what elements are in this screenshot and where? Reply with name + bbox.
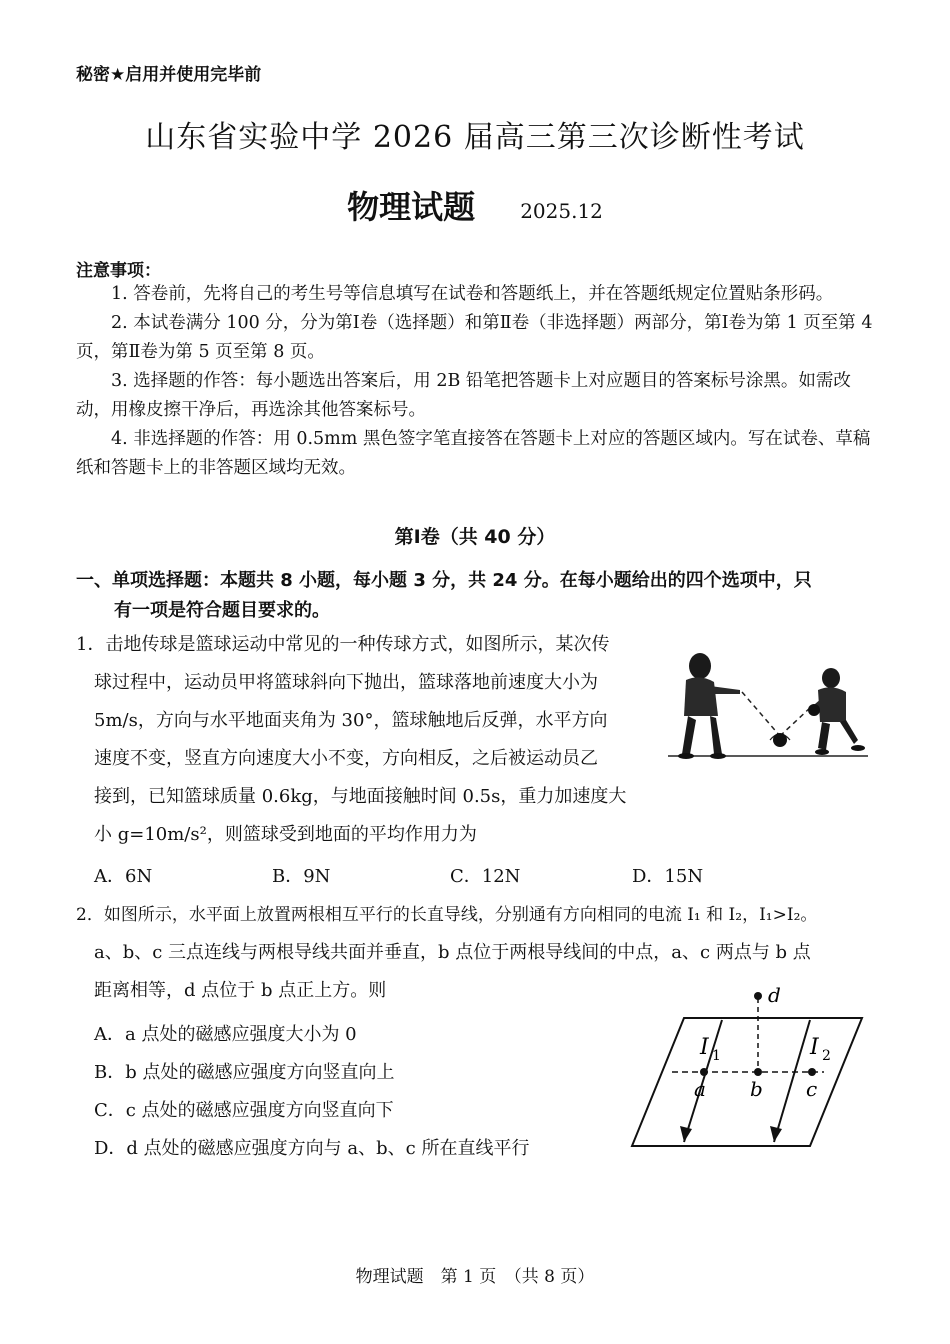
q2-option-b: B．b 点处的磁感应强度方向竖直向上 [94, 1062, 395, 1083]
trajectory-down [742, 692, 780, 736]
point-a [700, 1068, 708, 1076]
label-i1-sub: 1 [712, 1048, 721, 1064]
exam-title: 山东省实验中学 2026 届高三第三次诊断性考试 [145, 120, 805, 155]
wire-2 [774, 1020, 810, 1142]
part1-line-1: 一、单项选择题：本题共 8 小题，每小题 3 分，共 24 分。在每小题给出的四个选项中，只 [76, 570, 812, 591]
q2-line-2: a、b、c 三点连线与两根导线共面并垂直，b 点位于两根导线间的中点，a、c 两点与 b 点 [94, 942, 811, 963]
horizontal-plane [632, 1018, 862, 1146]
parallel-wires-figure [628, 984, 868, 1152]
label-b: b [750, 1077, 763, 1101]
basketball-icon [773, 733, 787, 747]
q1-line-5: 接到，已知篮球质量 0.6kg，与地面接触时间 0.5s，重力加速度大 [94, 786, 627, 807]
q2-option-d: D．d 点处的磁感应强度方向与 a、b、c 所在直线平行 [94, 1138, 530, 1159]
label-i2-sub: 2 [822, 1048, 831, 1064]
q1-line-2: 球过程中，运动员甲将篮球斜向下抛出，篮球落地前速度大小为 [94, 672, 598, 693]
trajectory-up [780, 706, 812, 736]
subject-line [0, 182, 950, 228]
page-footer: 物理试题 第 1 页 （共 8 页） [355, 1267, 595, 1287]
q1-option-b: B．9N [272, 866, 331, 887]
player-b-icon [808, 668, 865, 755]
player-a-icon [678, 653, 740, 759]
note-item-2: 2. 本试卷满分 100 分，分为第Ⅰ卷（选择题）和第Ⅱ卷（非选择题）两部分，第Ⅰ卷为第 1 页至第 4 页，第Ⅱ卷为第 5 页至第 8 页。 [76, 313, 873, 362]
q1-line-4: 速度不变，竖直方向速度大小不变，方向相反，之后被运动员乙 [94, 748, 598, 769]
note-item-1: 1. 答卷前，先将自己的考生号等信息填写在试卷和答题纸上，并在答题纸规定位置贴条形码。 [111, 284, 834, 304]
q1-option-a: A．6N [94, 866, 153, 887]
q1-option-c: C．12N [450, 866, 521, 887]
exam-date: 2025.12 [520, 199, 603, 223]
basketball-pass-figure [668, 644, 868, 764]
question-1-stem [76, 626, 656, 854]
part1-instructions [76, 566, 876, 626]
wire-1-arrow [680, 1126, 692, 1142]
point-c [808, 1068, 816, 1076]
q1-line-1: 1．击地传球是篮球运动中常见的一种传球方式，如图所示，某次传 [76, 634, 610, 655]
q2-option-a: A．a 点处的磁感应强度大小为 0 [94, 1024, 357, 1045]
q1-line-6: 小 g=10m/s²，则篮球受到地面的平均作用力为 [94, 824, 477, 845]
q1-line-3: 5m/s，方向与水平地面夹角为 30°，篮球触地后反弹，水平方向 [94, 710, 608, 731]
notes-list [76, 280, 876, 483]
point-d [754, 992, 762, 1000]
label-i2: I [810, 1035, 819, 1060]
label-c: c [806, 1077, 818, 1101]
notes-heading: 注意事项： [76, 261, 161, 281]
q2-line-3: 距离相等，d 点位于 b 点正上方。则 [94, 980, 387, 1001]
label-d: d [768, 984, 781, 1007]
note-item-3: 3. 选择题的作答：每小题选出答案后，用 2B 铅笔把答题卡上对应题目的答案标号涂黑。如需改动，用橡皮擦干净后，再选涂其他答案标号。 [76, 371, 851, 420]
note-item-4: 4. 非选择题的作答：用 0.5mm 黑色签字笔直接答在答题卡上对应的答题区域内。写在试卷、草稿纸和答题卡上的非答题区域均无效。 [76, 429, 871, 478]
q2-option-c: C．c 点处的磁感应强度方向竖直向下 [94, 1100, 394, 1121]
q2-line-1: 2．如图所示，水平面上放置两根相互平行的长直导线，分别通有方向相同的电流 I₁ 和 I₂，I₁>I₂。 [76, 905, 818, 925]
label-i1: I [700, 1035, 709, 1060]
part1-line-2: 有一项是符合题目要求的。 [114, 600, 330, 621]
secret-notice: 秘密★启用并使用完毕前 [76, 65, 262, 85]
wire-2-arrow [770, 1126, 782, 1142]
label-a: a [694, 1077, 706, 1101]
point-b [754, 1068, 762, 1076]
section-heading: 第Ⅰ卷（共 40 分） [394, 526, 556, 548]
q1-option-d: D．15N [632, 866, 704, 887]
subject-title: 物理试题 [347, 188, 476, 226]
